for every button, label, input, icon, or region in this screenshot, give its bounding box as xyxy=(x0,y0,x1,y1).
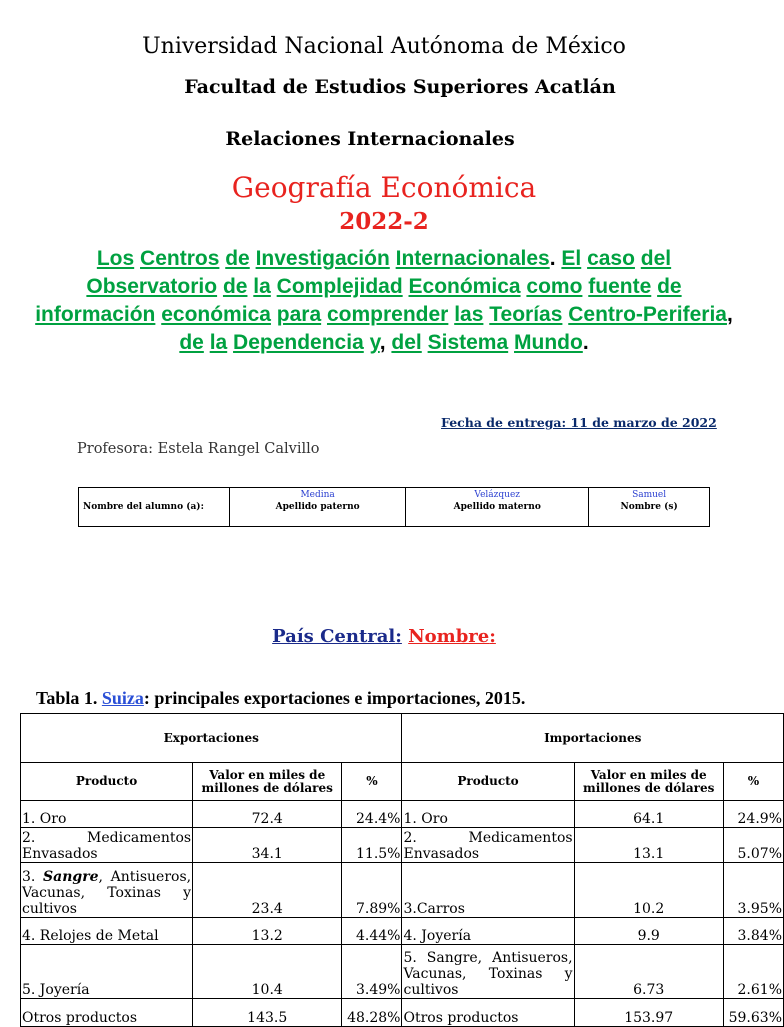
subject-punctuation: . xyxy=(582,331,589,354)
subject-word[interactable]: la xyxy=(209,331,228,354)
subject-word[interactable]: del xyxy=(391,331,422,354)
export-pct: 3.49% xyxy=(342,945,402,999)
subject-word[interactable]: la xyxy=(253,275,271,298)
exports-col-pct: % xyxy=(342,763,402,801)
subject-word[interactable]: Centro-Periferia xyxy=(568,303,727,326)
exports-header: Exportaciones xyxy=(21,714,402,763)
export-value: 10.4 xyxy=(193,945,342,999)
subject-word[interactable]: como xyxy=(526,275,583,298)
trade-table xyxy=(20,713,784,1027)
imports-col-pct: % xyxy=(723,763,783,801)
import-product: 3.Carros xyxy=(402,863,574,918)
export-value: 72.4 xyxy=(193,801,342,828)
table-row xyxy=(21,999,784,1027)
import-pct: 3.84% xyxy=(723,918,783,945)
table-row xyxy=(21,801,784,828)
subject-word[interactable]: Complejidad xyxy=(276,275,403,298)
subject-word[interactable]: de xyxy=(657,275,682,298)
export-pct: 11.5% xyxy=(342,828,402,863)
export-product-emphasis: Sangre xyxy=(43,869,99,885)
import-product: Otros productos xyxy=(402,999,574,1027)
export-pct: 7.89% xyxy=(342,863,402,918)
import-value: 10.2 xyxy=(574,863,723,918)
subject-word[interactable]: fuente xyxy=(588,275,652,298)
import-value: 9.9 xyxy=(574,918,723,945)
subject-word[interactable]: de xyxy=(179,331,204,354)
export-pct: 24.4% xyxy=(342,801,402,828)
table-caption-suffix: : principales exportaciones e importaciones, 2015. xyxy=(143,688,526,708)
subject-word[interactable]: Observatorio xyxy=(86,275,218,298)
import-pct: 24.9% xyxy=(723,801,783,828)
central-country-colon: : xyxy=(395,626,402,647)
professor-name: Profesora: Estela Rangel Calvillo xyxy=(77,441,320,457)
import-pct: 59.63% xyxy=(723,999,783,1027)
subject-punctuation: . xyxy=(549,247,556,270)
faculty-title: Facultad de Estudios Superiores Acatlán xyxy=(184,76,616,98)
term-label: 2022-2 xyxy=(339,208,429,235)
export-product-rest: , Antisueros, Vacunas, Toxinas y cultivos xyxy=(22,869,192,917)
subject-word[interactable]: Económica xyxy=(408,275,521,298)
import-pct: 3.95% xyxy=(723,863,783,918)
assignment-subject xyxy=(32,245,736,357)
program-title: Relaciones Internacionales xyxy=(225,128,515,150)
export-pct: 48.28% xyxy=(342,999,402,1027)
import-product: 4. Joyería xyxy=(402,918,574,945)
surname-paternal: Medina xyxy=(230,488,406,503)
subject-word[interactable]: Mundo xyxy=(514,331,583,354)
surname-maternal: Velázquez xyxy=(406,488,589,503)
due-date: Fecha de entrega: 11 de marzo de 2022 xyxy=(441,415,717,430)
subject-word[interactable]: de xyxy=(225,247,250,270)
subject-word[interactable]: Centros xyxy=(140,247,220,270)
exports-col-value: Valor en miles de millones de dólares xyxy=(193,763,342,801)
export-product xyxy=(21,863,193,918)
subject-word[interactable]: El xyxy=(561,247,582,270)
course-title: Geografía Económica xyxy=(231,171,537,204)
table-row xyxy=(21,918,784,945)
subject-word[interactable]: Los xyxy=(96,247,135,270)
subject-word[interactable]: y xyxy=(369,331,380,354)
table-row xyxy=(21,828,784,863)
import-value: 153.97 xyxy=(574,999,723,1027)
central-country-label: País Central xyxy=(272,626,396,647)
university-title: Universidad Nacional Autónoma de México xyxy=(142,34,626,59)
import-pct: 5.07% xyxy=(723,828,783,863)
table-row xyxy=(21,945,784,999)
country-name-placeholder: Nombre xyxy=(408,626,490,647)
subject-word[interactable]: Dependencia xyxy=(233,331,364,354)
export-product-num: 3. xyxy=(22,869,36,885)
subject-punctuation: , xyxy=(379,331,386,354)
subject-word[interactable]: comprender xyxy=(326,303,449,326)
student-name-table xyxy=(78,487,710,527)
export-value: 34.1 xyxy=(193,828,342,863)
subject-word[interactable]: Sistema xyxy=(427,331,509,354)
table-country-link[interactable]: Suiza xyxy=(101,688,144,708)
surname-paternal-caption: Apellido paterno xyxy=(230,502,406,527)
imports-col-value: Valor en miles de millones de dólares xyxy=(574,763,723,801)
export-pct: 4.44% xyxy=(342,918,402,945)
subject-word[interactable]: información xyxy=(35,303,156,326)
subject-punctuation: , xyxy=(726,303,733,326)
import-pct: 2.61% xyxy=(723,945,783,999)
export-product: 4. Relojes de Metal xyxy=(21,918,193,945)
import-product: 1. Oro xyxy=(402,801,574,828)
imports-header: Importaciones xyxy=(402,714,784,763)
subject-word[interactable]: las xyxy=(454,303,484,326)
export-product: Otros productos xyxy=(21,999,193,1027)
country-name-colon: : xyxy=(489,626,496,647)
subject-word[interactable]: Teorías xyxy=(489,303,563,326)
import-value: 64.1 xyxy=(574,801,723,828)
export-product: 2. Medicamentos Envasados xyxy=(21,828,193,863)
given-name-caption: Nombre (s) xyxy=(589,502,710,527)
subject-word[interactable]: Internacionales xyxy=(395,247,550,270)
import-product: 5. Sangre, Antisueros, Vacunas, Toxinas y cultivos xyxy=(402,945,574,999)
subject-word[interactable]: para xyxy=(276,303,322,326)
export-value: 23.4 xyxy=(193,863,342,918)
given-name: Samuel xyxy=(589,488,710,503)
surname-maternal-caption: Apellido materno xyxy=(406,502,589,527)
table-caption xyxy=(36,688,525,709)
subject-word[interactable]: caso xyxy=(587,247,635,270)
subject-word[interactable]: Investigación xyxy=(255,247,390,270)
export-product: 5. Joyería xyxy=(21,945,193,999)
import-value: 6.73 xyxy=(574,945,723,999)
central-country-heading xyxy=(0,626,768,647)
table-row xyxy=(21,863,784,918)
subject-word[interactable]: económica xyxy=(161,303,271,326)
import-value: 13.1 xyxy=(574,828,723,863)
export-product: 1. Oro xyxy=(21,801,193,828)
export-value: 13.2 xyxy=(193,918,342,945)
subject-word[interactable]: de xyxy=(222,275,248,298)
exports-col-product: Producto xyxy=(21,763,193,801)
export-value: 143.5 xyxy=(193,999,342,1027)
import-product: 2. Medicamentos Envasados xyxy=(402,828,574,863)
student-label: Nombre del alumno (a): xyxy=(79,488,230,527)
subject-word[interactable]: del xyxy=(640,247,672,270)
table-caption-prefix: Tabla 1. xyxy=(36,688,98,708)
imports-col-product: Producto xyxy=(402,763,574,801)
